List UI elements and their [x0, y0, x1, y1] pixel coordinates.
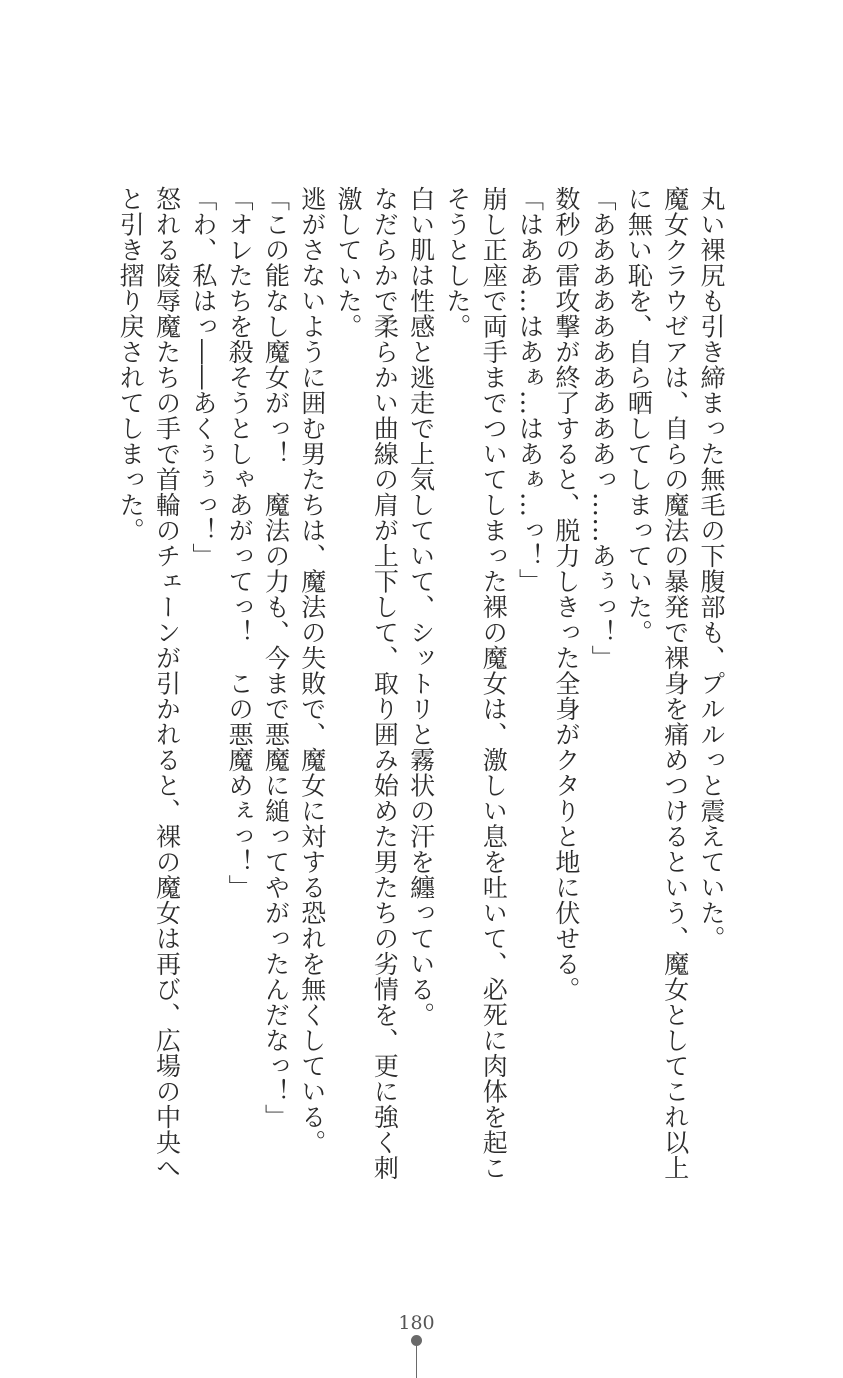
text-line: と引き摺り戻されてしまった。: [116, 186, 146, 543]
page-marker-rule: [416, 1345, 417, 1378]
text-line: 激していた。: [334, 186, 364, 339]
text-line: 崩し正座で両手までついてしまった裸の魔女は、激しい息を吐いて、必死に肉体を起こ: [479, 186, 509, 1181]
text-line: 「この能なし魔女がっ！ 魔法の力も、今まで悪魔に縋ってやがったんだなっ！」: [261, 186, 291, 1130]
text-line: に無い恥を、自ら晒してしまっていた。: [624, 186, 654, 645]
text-line: なだらかで柔らかい曲線の肩が上下して、取り囲み始めた男たちの劣情を、更に強く刺: [370, 186, 400, 1181]
page-number: 180: [398, 1312, 435, 1334]
text-line: 「ああああああああああっ……あぅっ！」: [588, 186, 618, 671]
text-line: 魔女クラウゼアは、自らの魔法の暴発で裸身を痛めつけるという、魔女としてこれ以上: [660, 186, 690, 1181]
text-line: 「オレたちを殺そうとしゃあがってっ！ この悪魔めぇっ！」: [225, 186, 255, 900]
text-line: 「はああ…はあぁ…はあぁ…っ！」: [515, 186, 545, 594]
text-line: そうとした。: [442, 186, 472, 339]
text-line: 逃がさないように囲む男たちは、魔法の失敗で、魔女に対する恐れを無くしている。: [297, 186, 327, 1155]
text-line: 怒れる陵辱魔たちの手で首輪のチェーンが引かれると、裸の魔女は再び、広場の中央へ: [152, 186, 182, 1181]
text-line: 数秒の雷攻撃が終了すると、脱力しきった全身がクタりと地に伏せる。: [551, 186, 581, 1002]
text-line: 白い肌は性感と逃走で上気していて、シットリと霧状の汗を纏っている。: [406, 186, 436, 1028]
text-line: 「わ、私はっ――あくぅぅっ！」: [188, 186, 218, 569]
text-line: 丸い裸尻も引き締まった無毛の下腹部も、プルルっと震えていた。: [697, 186, 726, 951]
body-text: [112, 186, 729, 1181]
